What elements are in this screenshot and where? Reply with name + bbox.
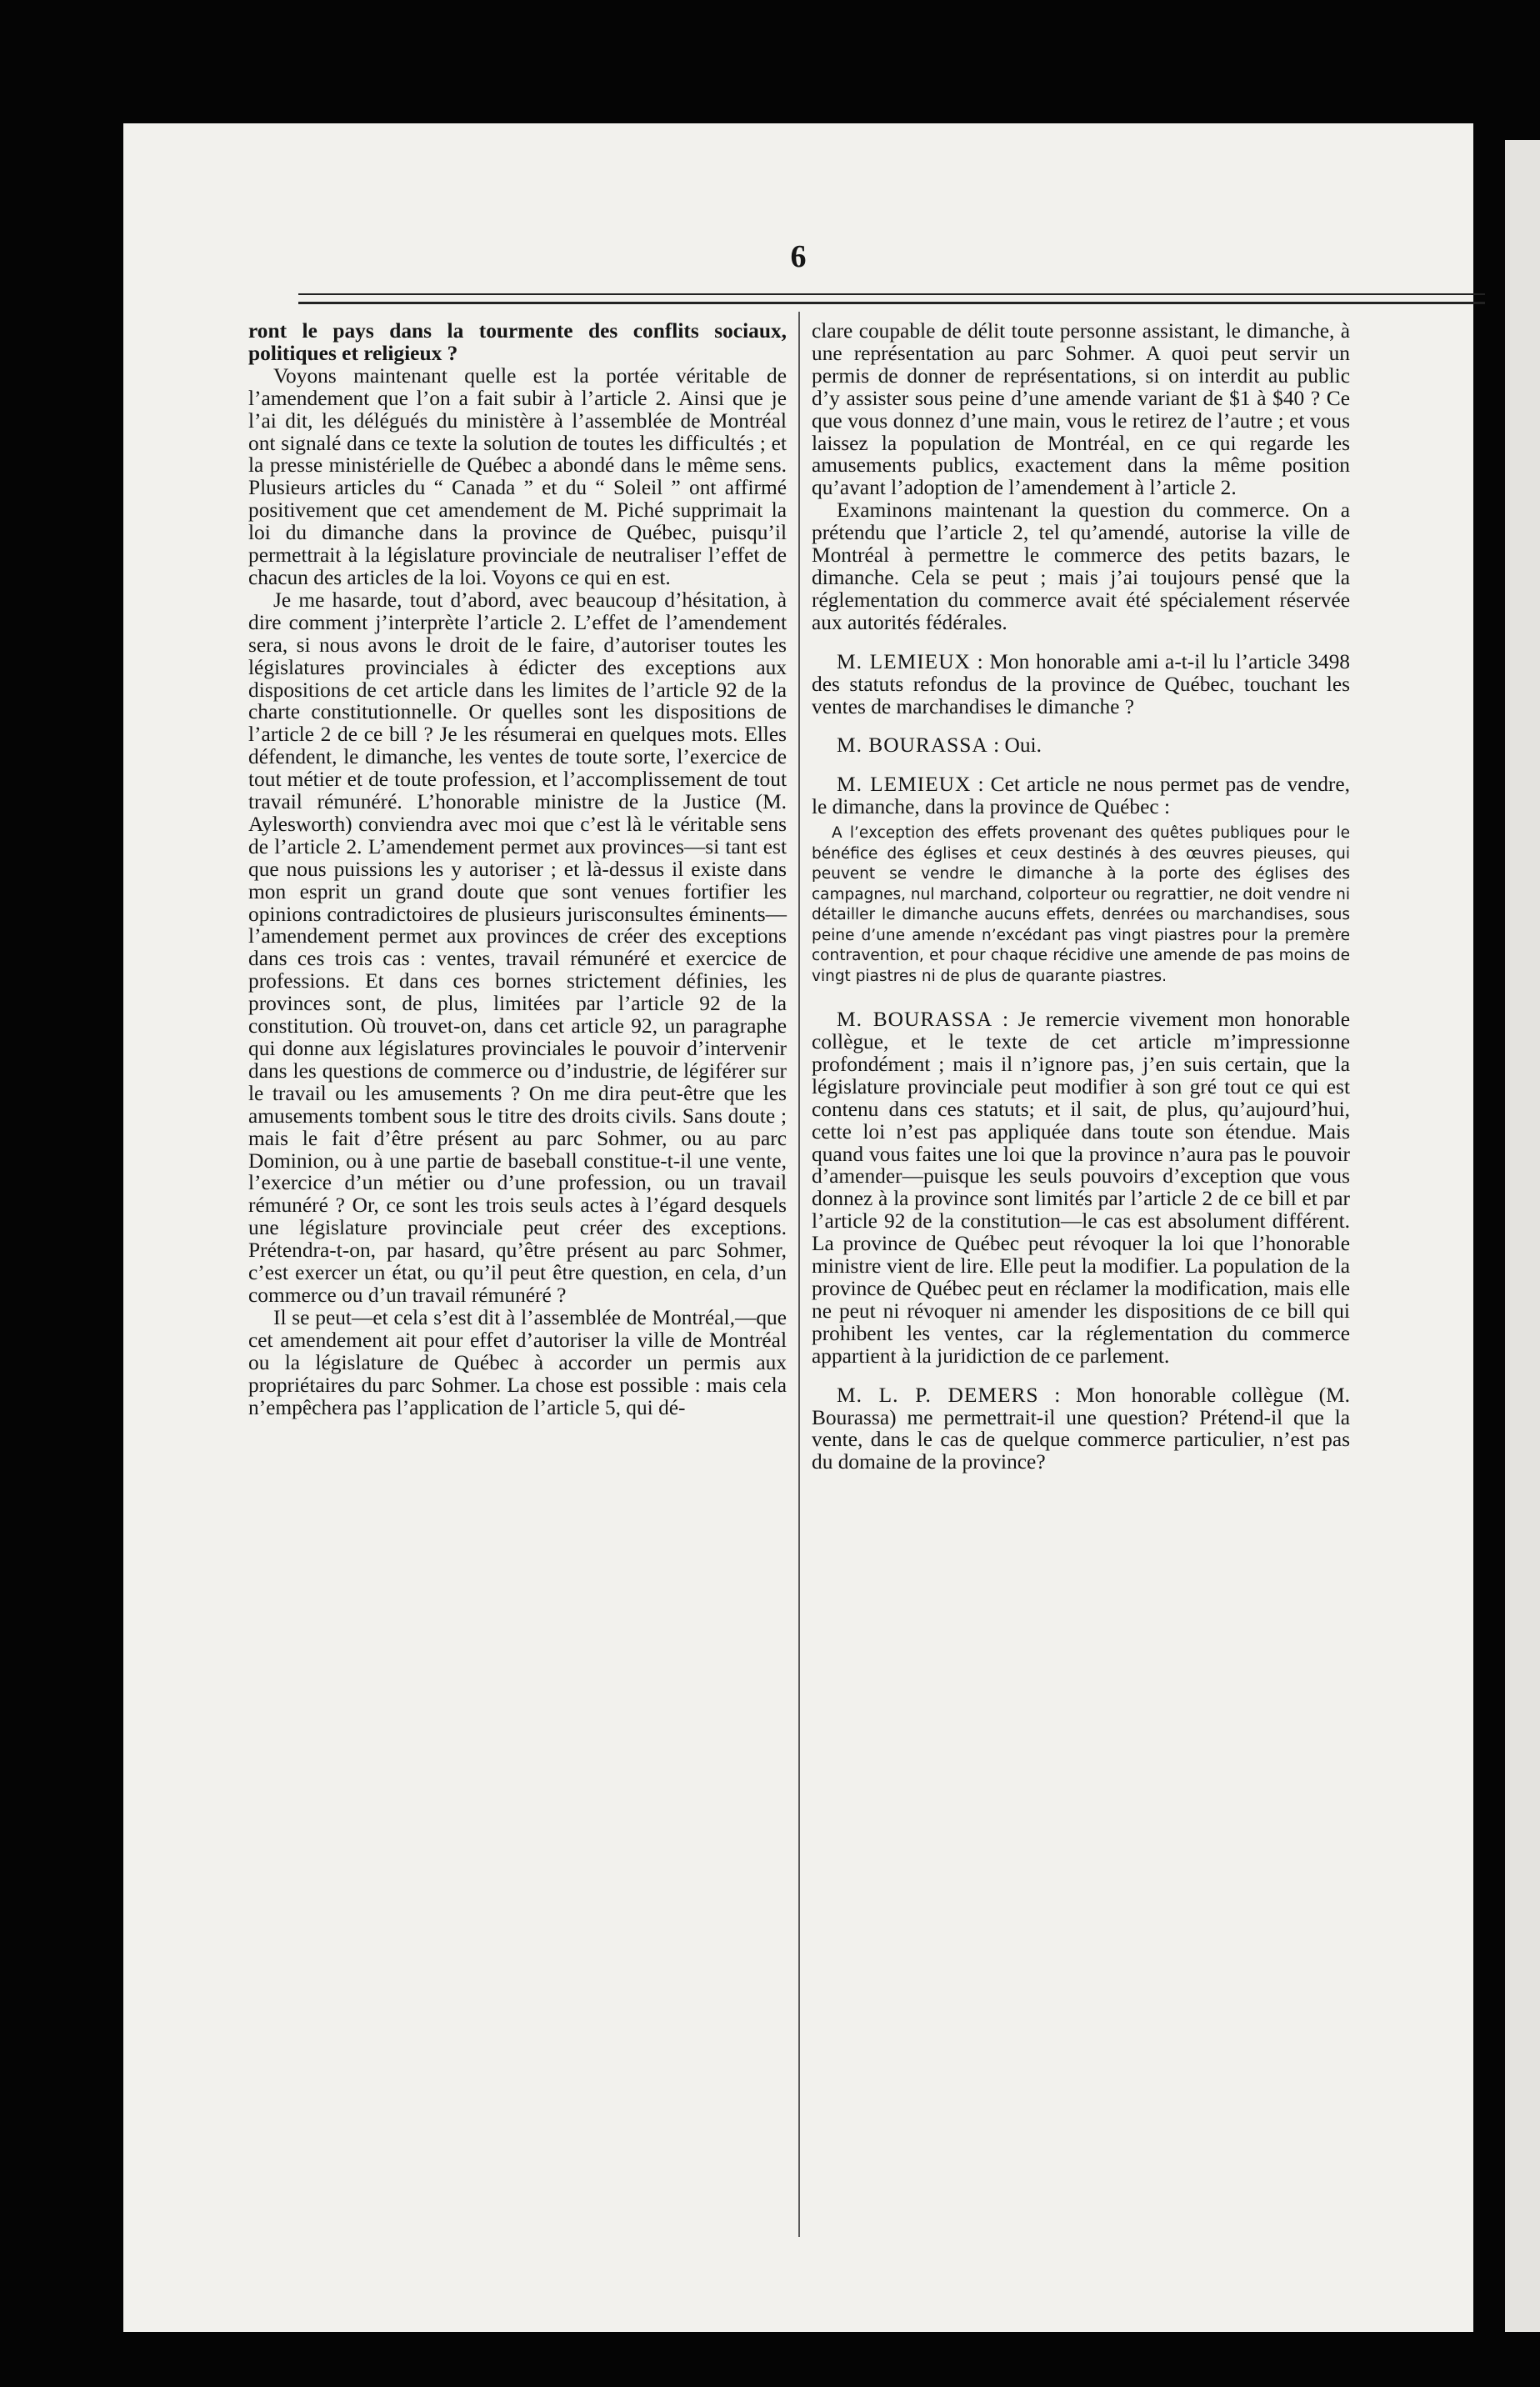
column-divider [798,312,800,2237]
speech-paragraph [812,1384,1350,1474]
speaker-name: M. BOURASSA [837,1008,993,1032]
paragraph-text: clare coupable de délit toute personne assistant, le dimanche, à une représentation au parc Sohmer. A quoi peut servir un permis de donner de représentations, si on interdit au public d’y assister sous peine d’une amende variant de $1 à $40 ? Ce que vous donnez d’une main, vous le retirez de l’autre ; et vous laissez la population de Montréal, en ce qui regarde les amusements publics, exactement dans la même position qu’avant l’adoption de l’amendement à l’article 2. [812,319,1350,500]
paragraph [812,320,1350,499]
quoted-statute [812,823,1350,987]
paragraph [812,499,1350,633]
speech-paragraph [812,734,1350,757]
speech-paragraph [812,773,1350,818]
header-rule-thick [298,302,1485,304]
paragraph-text: : Mon honorable ami a-t-il lu l’article 3498 des statuts refondus de la province de Québec, touchant les ventes de marchandises le dimanche ? [812,649,1350,718]
paragraph-text: : Mon honorable collègue (M. Bourassa) me permettrait-il une question? Prétend-il que la vente, dans le cas de quelque commerce particulier, n’est pas du domaine de la province? [812,1383,1351,1474]
speaker-name: M. BOURASSA [837,733,988,758]
speech-paragraph [812,1008,1350,1368]
paragraph-text: : Cet article ne nous permet pas de vendre, le dimanche, dans la province de Québec : [812,773,1350,819]
paragraph-text: A l’exception des effets provenant des quêtes publiques pour le bénéfice des églises et ceux destinés à des œuvres pieuses, qui peuvent se vendre le dimanche à la porte des églises des campagnes, nul marchand, colporteur ou regrattier, ne doit vendre ni détailler le dimanche aucuns effets, denrées ou marchandises, sous peine d’une amende n’excédant pas vingt piastres pour la premère contravention, et pour chaque récidive une amende de pas moins de vingt piastres ni de plus de quarante piastres. [812,824,1350,985]
paragraph-text: Examinons maintenant la question du commerce. On a prétendu que l’article 2, tel qu’amendé, autorise la ville de Montréal à permettre le commerce des petits bazars, le dimanche. Cela se peut ; mais j’ai toujours pensé que la réglementation du commerce avait été spécialement réservée aux autorités fédérales. [812,498,1350,634]
left-column [248,320,787,1419]
speaker-name: M. LEMIEUX [837,649,971,673]
paragraph [248,589,787,1307]
paragraph [248,365,787,589]
paragraph-text: Voyons maintenant quelle est la portée véritable de l’amendement que l’on a fait subir à l’article 2. Ainsi que je l’ai dit, les délégués du ministère à l’assemblée de Montréal ont signalé dans ce texte la solution de toutes les difficultés ; et la presse ministérielle de Québec a abondé dans le même sens. Plusieurs articles du “ Canada ” et du “ Soleil ” ont affirmé positivement que cet amendement de M. Piché supprimait la loi du dimanche dans la province de Québec, puisqu’il permettrait à la législature provinciale de neutraliser l’effet de chacun des articles de la loi. Voyons ce qui en est. [248,363,787,589]
header-rule-thin [298,293,1485,295]
adjacent-page-edge [1505,140,1540,2332]
paragraph-text: Je me hasarde, tout d’abord, avec beaucoup d’hésitation, à dire comment j’interprète l’article 2. L’effet de l’amendement sera, si nous avons le droit de le faire, d’autoriser toutes les législatures provinciales à édicter des exceptions aux dispositions de cet article dans les limites de l’article 92 de la charte constitutionnelle. Or quelles sont les dispositions de l’article 2 de ce bill ? Je les résumerai en quelques mots. Elles défendent, le dimanche, les ventes de toute sorte, l’exercice de tout métier et de toute profession, et l’accomplissement de tout travail rémunéré. L’honorable ministre de la Justice (M. Aylesworth) conviendra avec moi que c’est là le véritable sens de l’article 2. L’amendement permet aux provinces—si tant est que nous puissions les y autoriser ; et là-dessus il existe dans mon esprit un grand doute que sont venues fortifier les opinions contradictoires de plusieurs jurisconsultes éminents—l’amendement permet aux provinces de créer des exceptions dans ces trois cas : ventes, travail rémunéré et exercice de professions. Et dans ces bornes strictement définies, les provinces sont, de plus, limitées par l’article 92 de la constitution. Où trouvet-on, dans cet article 92, un paragraphe qui donne aux législatures provinciales le pouvoir d’intervenir dans les questions de commerce ou d’industrie, de légiférer sur le travail ou les amusements ? On me dira peut-être que les amusements tombent sous le titre des droits civils. Sans doute ; mais le fait d’être présent au parc Sohmer, ou au parc Dominion, ou à une partie de baseball constitue-t-il une vente, l’exercice d’un métier ou d’une profession, ou un travail rémunéré ? Or, ce sont les trois seuls actes à l’égard desquels une législature provinciale peut créer des exceptions. Prétendra-t-on, par hasard, qu’être présent au parc Sohmer, c’est exercer un état, ou qu’il peut être question, en cela, d’un commerce ou d’un travail rémunéré ? [248,588,787,1307]
paragraph-text: : Je remercie vivement mon honorable collègue, et le texte de cet article m’impressionne profondément ; mais il n’ignore pas, j’en suis certain, que la législature provinciale peut modifier à son gré tout ce qui est contenu dans ces statuts; et il sait, de plus, qu’aujourd’hui, cette loi n’est pas appliquée dans toute son étendue. Mais quand vous faites une loi que la province n’aura pas le pouvoir d’amender—puisque les seuls pouvoirs d’exception que vous donnez à la province sont limités par l’article 2 de ce bill et par l’article 92 de la constitution—le cas est absolument différent. La province de Québec peut révoquer la loi que l’honorable ministre vient de lire. Elle peut la modifier. La population de la province de Québec peut en réclamer la modification, mais elle ne peut ni révoquer ni amender les dispositions de ce bill qui prohibent les ventes, car la réglementation du commerce appartient à la juridiction de ce parlement. [812,1008,1351,1368]
speaker-name: M. LEMIEUX [837,773,972,797]
page-number: 6 [790,239,807,274]
book-page [123,123,1473,2332]
paragraph-text: : Oui. [988,733,1042,758]
speech-paragraph [812,651,1350,718]
paragraph [248,320,787,365]
paragraph-text: ront le pays dans la tourmente des conflits sociaux, politiques et religieux ? [248,319,787,365]
paragraph-text: Il se peut—et cela s’est dit à l’assemblée de Montréal,—que cet amendement ait pour effet d’autoriser la ville de Montréal ou la législature de Québec à accorder un permis aux propriétaires du parc Sohmer. La chose est possible : mais cela n’empêchera pas l’application de l’article 5, qui dé- [248,1305,787,1419]
speaker-name: M. L. P. DEMERS [837,1383,1039,1407]
right-column [812,320,1350,1474]
paragraph [248,1307,787,1419]
